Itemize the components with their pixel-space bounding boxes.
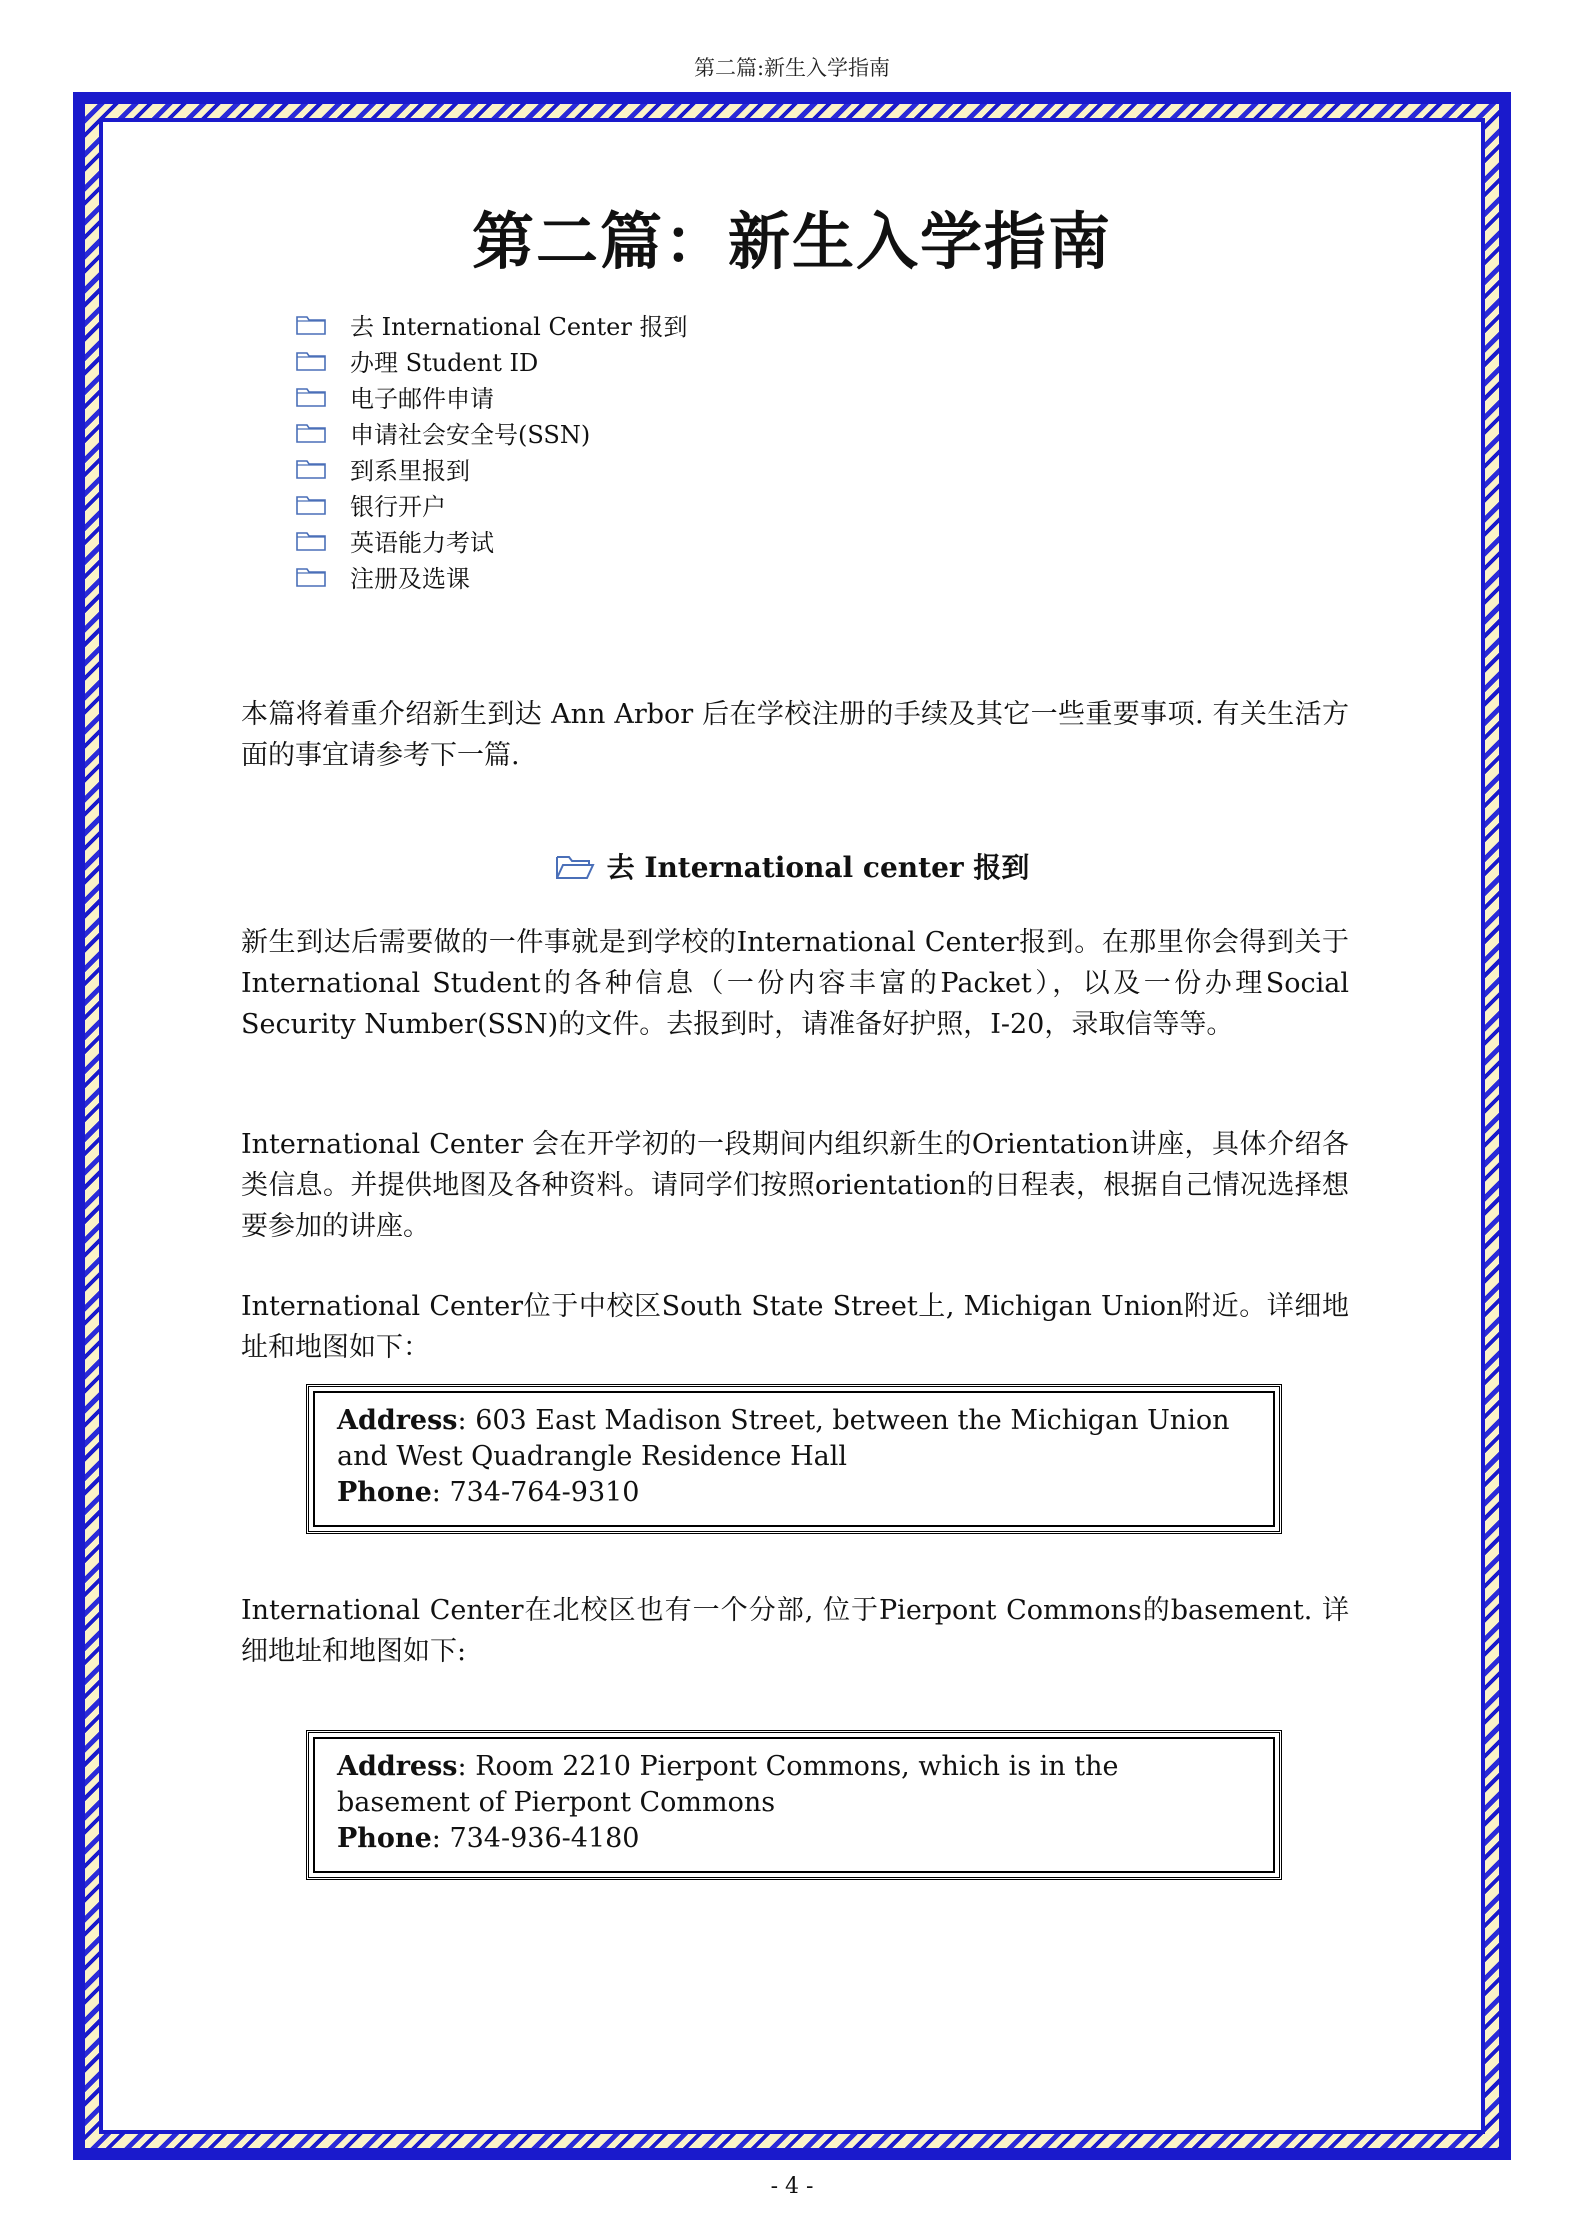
table-of-contents bbox=[296, 306, 687, 594]
toc-item-label: 到系里报到 bbox=[350, 456, 470, 485]
toc-item[interactable] bbox=[296, 522, 687, 558]
toc-item-label: 注册及选课 bbox=[350, 564, 470, 593]
folder-icon bbox=[296, 565, 326, 587]
toc-item-label: 银行开户 bbox=[350, 492, 446, 521]
open-folder-icon bbox=[555, 851, 595, 881]
toc-item[interactable] bbox=[296, 342, 687, 378]
toc-item-label: 去 International Center 报到 bbox=[350, 312, 688, 341]
toc-item[interactable] bbox=[296, 378, 687, 414]
phone-label: Phone bbox=[337, 1823, 432, 1854]
folder-icon bbox=[296, 529, 326, 551]
folder-icon bbox=[296, 421, 326, 443]
section-heading-text: 去 International center 报到 bbox=[606, 851, 1030, 884]
toc-item[interactable] bbox=[296, 450, 687, 486]
section-paragraph-1: 新生到达后需要做的一件事就是到学校的International Center报到。在那里你会得到关于International Student的各种信息（一份内容丰富的Packet），以及一份办理Social Security Number(SSN)的文件。去报到时，请准备好护照，I-20，录取信等等。 bbox=[241, 927, 1349, 1040]
intro-paragraph: 本篇将着重介绍新生到达 Ann Arbor 后在学校注册的手续及其它一些重要事项. 有关生活方面的事宜请参考下一篇. bbox=[241, 699, 1349, 771]
page-title: 第二篇：新生入学指南 bbox=[471, 205, 1112, 278]
address-box-north bbox=[306, 1730, 1282, 1880]
address-box-central bbox=[306, 1384, 1282, 1534]
toc-item[interactable] bbox=[296, 486, 687, 522]
phone-value: : 734-936-4180 bbox=[431, 1823, 640, 1854]
toc-item[interactable] bbox=[296, 414, 687, 450]
folder-icon bbox=[296, 493, 326, 515]
toc-item-label: 电子邮件申请 bbox=[350, 384, 494, 413]
phone-label: Phone bbox=[337, 1477, 432, 1508]
page-number: - 4 - bbox=[770, 2174, 814, 2199]
folder-icon bbox=[296, 457, 326, 479]
folder-icon bbox=[296, 349, 326, 371]
running-header: 第二篇:新生入学指南 bbox=[693, 56, 891, 80]
toc-item[interactable] bbox=[296, 306, 687, 342]
toc-item-label: 办理 Student ID bbox=[350, 348, 539, 377]
address-value: : Room 2210 Pierpont Commons, which is in the basement of Pierpont Commons bbox=[337, 1751, 1119, 1818]
toc-item[interactable] bbox=[296, 558, 687, 594]
address-value: : 603 East Madison Street, between the Michigan Union and West Quadrangle Residence Hall bbox=[337, 1405, 1230, 1472]
section-paragraph-3: International Center位于中校区South State Street上, Michigan Union附近。详细地址和地图如下： bbox=[241, 1291, 1349, 1363]
folder-icon bbox=[296, 313, 326, 335]
address-label: Address bbox=[337, 1751, 458, 1782]
section-heading bbox=[0, 846, 1584, 886]
toc-item-label: 英语能力考试 bbox=[350, 528, 494, 557]
toc-item-label: 申请社会安全号(SSN) bbox=[350, 420, 591, 449]
section-paragraph-4: International Center在北校区也有一个分部, 位于Pierpont Commons的basement. 详细地址和地图如下: bbox=[241, 1595, 1349, 1667]
phone-value: : 734-764-9310 bbox=[431, 1477, 640, 1508]
address-label: Address bbox=[337, 1405, 458, 1436]
folder-icon bbox=[296, 385, 326, 407]
section-paragraph-2: International Center 会在开学初的一段期间内组织新生的Orientation讲座，具体介绍各类信息。并提供地图及各种资料。请同学们按照orientation的日程表，根据自己情况选择想要参加的讲座。 bbox=[241, 1129, 1349, 1242]
